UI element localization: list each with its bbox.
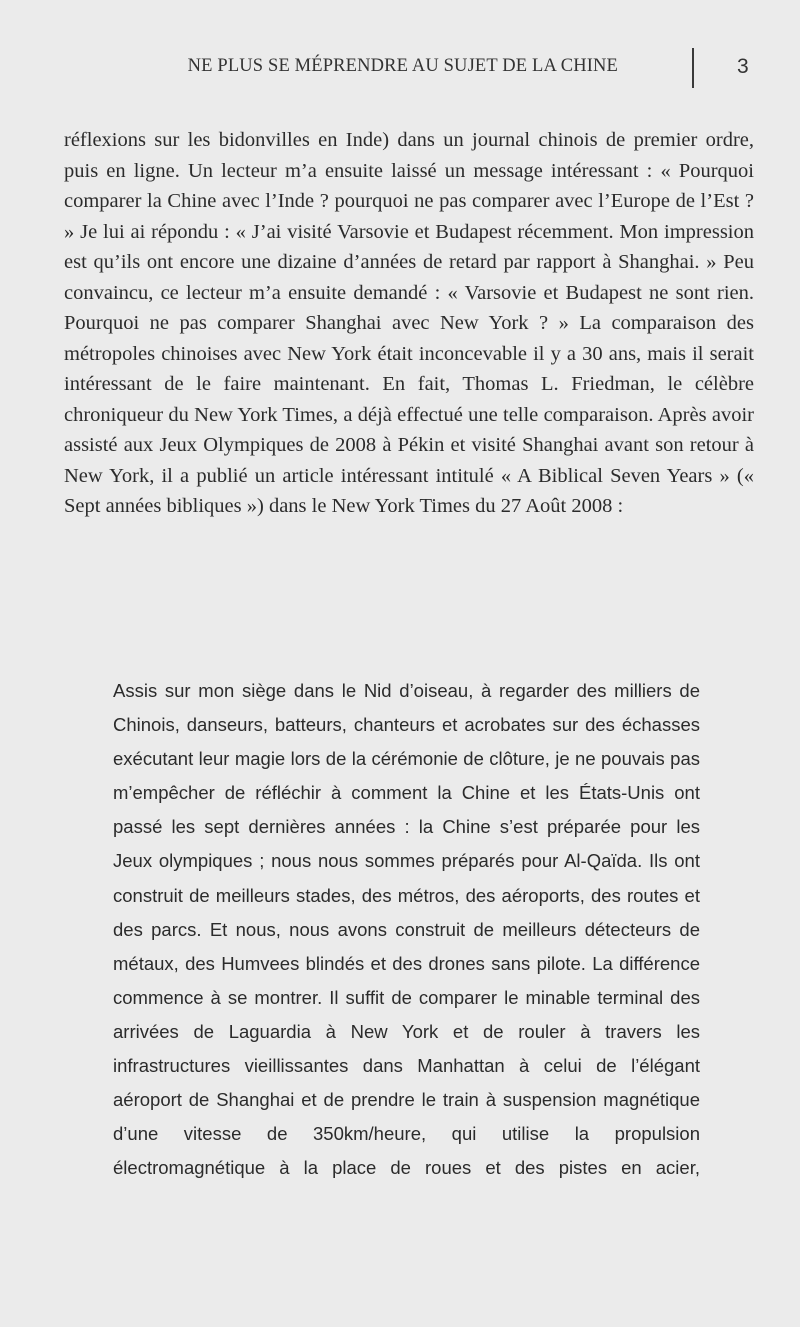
body-paragraph: réflexions sur les bidonvilles en Inde) dans un journal chinois de premier ordre, puis en ligne. Un lecteur m’a ensuite laissé un message intéressant : « Pourquoi comparer la Chine avec l’Inde ? pourquoi ne pas comparer avec l’Europe de l’Est ? » Je lui ai répondu : « J’ai visité Varsovie et Budapest récemment. Mon impression est qu’ils ont encore une dizaine d’années de retard par rapport à Shanghai. » Peu convaincu, ce lecteur m’a ensuite demandé : « Varsovie et Budapest ne sont rien. Pourquoi ne pas comparer Shanghai avec New York ? » La comparaison des métropoles chinoises avec New York était inconcevable il y a 30 ans, mais il serait intéressant de le faire maintenant. En fait, Thomas L. Friedman, le célèbre chroniqueur du New York Times, a déjà effectué une telle comparaison. Après avoir assisté aux Jeux Olympiques de 2008 à Pékin et visité Shanghai avant son retour à New York, il a publié un article intéressant intitulé « A Biblical Seven Years » (« Sept années bibliques ») dans le New York Times du 27 Août 2008 : bbox=[64, 129, 754, 517]
running-header-title: NE PLUS SE MÉPRENDRE AU SUJET DE LA CHINE bbox=[187, 56, 618, 76]
page-number: 3 bbox=[737, 55, 749, 78]
block-quote: Assis sur mon siège dans le Nid d’oiseau, à regarder des milliers de Chinois, danseurs, batteurs, chanteurs et acrobates sur des échasses exécutant leur magie lors de la cérémonie de clôture, je ne pouvais pas m’empêcher de réfléchir à comment la Chine et les États-Unis ont passé les sept dernières années : la Chine s’est préparée pour les Jeux olympiques ; nous nous sommes préparés pour Al-Qaïda. Ils ont construit de meilleurs stades, des métros, des aéroports, des routes et des parcs. Et nous, nous avons construit de meilleurs détecteurs de métaux, des Humvees blindés et des drones sans pilote. La différence commence à se montrer. Il suffit de comparer le minable terminal des arrivées de Laguardia à New York et de rouler à travers les infrastructures vieillissantes dans Manhattan à celui de l’élégant aéroport de Shanghai et de prendre le train à suspension magnétique d’une vitesse de 350km/heure, qui utilise la propulsion électromagnétique à la place de roues et des pistes en acier, bbox=[113, 680, 700, 1179]
running-header bbox=[0, 56, 800, 80]
header-divider bbox=[692, 48, 694, 88]
